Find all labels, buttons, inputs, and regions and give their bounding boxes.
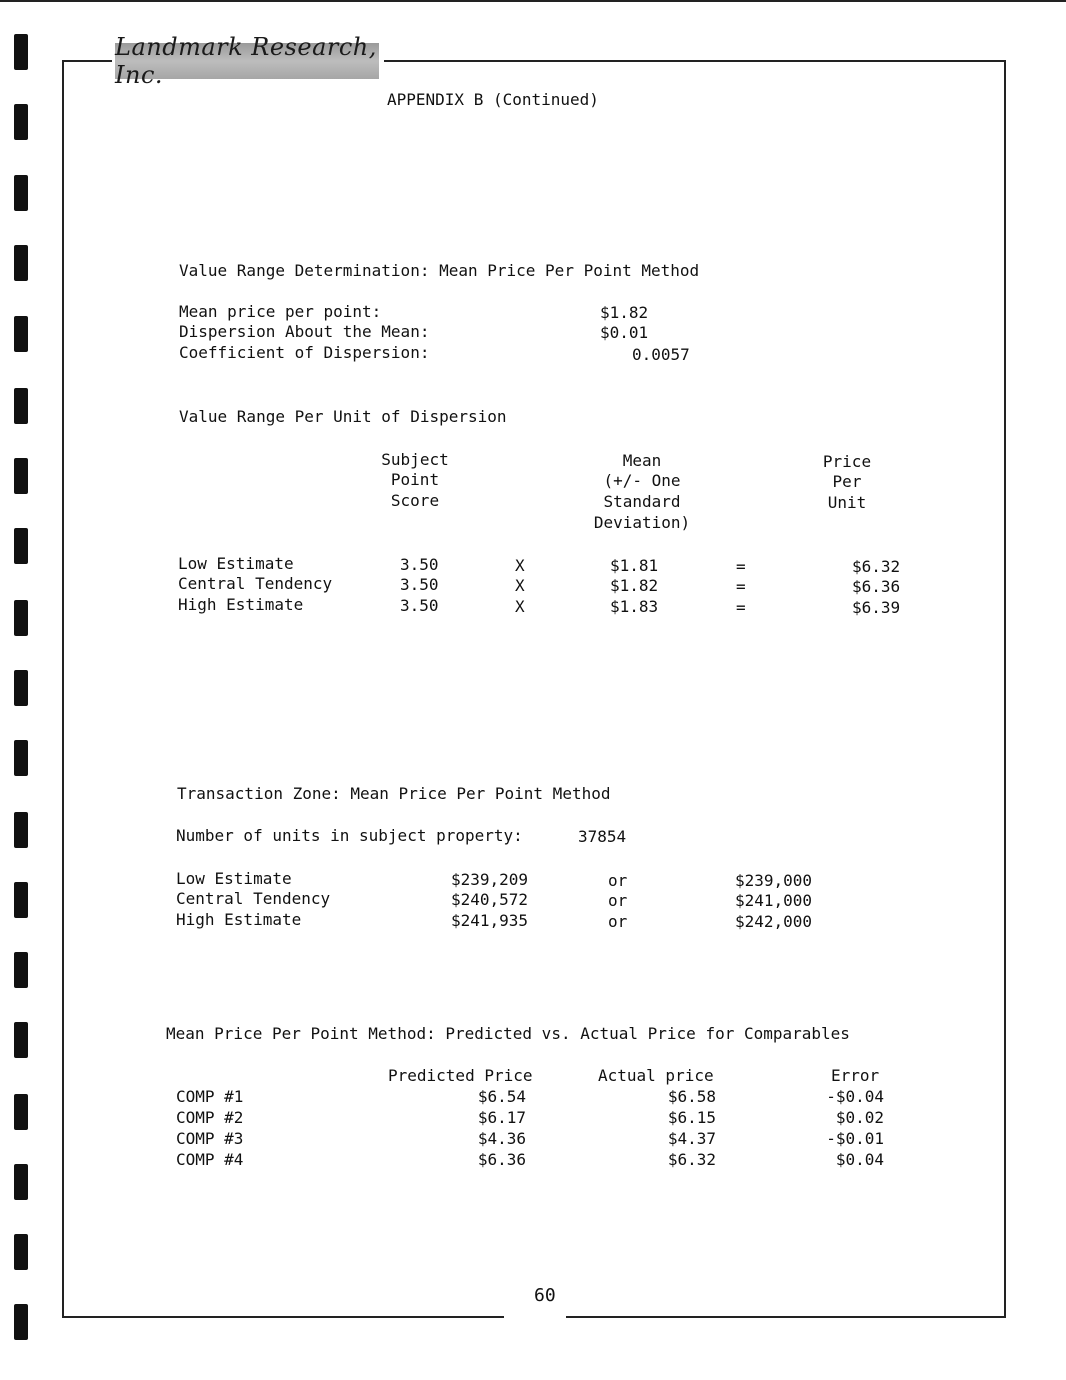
binder-hole bbox=[14, 1304, 28, 1340]
stat-value: 0.0057 bbox=[632, 345, 690, 364]
comp-label: COMP #2 bbox=[176, 1108, 244, 1127]
row-mean: $1.81 bbox=[610, 556, 659, 575]
stat-value: $0.01 bbox=[600, 323, 649, 342]
zone-rounded: $239,000 bbox=[735, 871, 813, 890]
comp-predicted: $4.36 bbox=[477, 1129, 526, 1148]
comp-error: -$0.01 bbox=[826, 1129, 884, 1148]
binder-hole bbox=[14, 812, 28, 848]
binder-hole bbox=[14, 952, 28, 988]
binder-hole bbox=[14, 245, 28, 281]
zone-or: or bbox=[608, 871, 628, 890]
frame-top-right bbox=[384, 60, 1006, 62]
comp-actual: $6.58 bbox=[667, 1087, 716, 1106]
comp-label: COMP #4 bbox=[176, 1150, 244, 1169]
col-header-mean: Deviation) bbox=[593, 513, 691, 532]
col-header-error: Error bbox=[831, 1066, 880, 1085]
binder-hole bbox=[14, 600, 28, 636]
row-eq: = bbox=[736, 557, 746, 576]
comp-predicted: $6.36 bbox=[477, 1150, 526, 1169]
row-label: High Estimate bbox=[178, 595, 304, 614]
binder-hole bbox=[14, 740, 28, 776]
binder-hole bbox=[14, 1022, 28, 1058]
col-header-price: Per bbox=[832, 472, 862, 491]
binder-hole bbox=[14, 528, 28, 564]
row-score: 3.50 bbox=[400, 555, 439, 574]
col-header-actual: Actual price bbox=[598, 1066, 714, 1085]
comp-label: COMP #3 bbox=[176, 1129, 244, 1148]
binder-hole bbox=[14, 388, 28, 424]
dispersion-heading: Value Range Per Unit of Dispersion bbox=[179, 407, 507, 426]
units-value: 37854 bbox=[578, 827, 627, 846]
frame-bottom-right bbox=[566, 1316, 1006, 1318]
binder-hole bbox=[14, 458, 28, 494]
company-logo: Landmark Research, Inc. bbox=[115, 43, 379, 79]
row-price: $6.32 bbox=[852, 557, 901, 576]
comp-actual: $4.37 bbox=[667, 1129, 716, 1148]
col-header-mean: Standard bbox=[603, 492, 681, 511]
frame-left bbox=[62, 60, 64, 1318]
row-op: X bbox=[515, 556, 525, 575]
stat-value: $1.82 bbox=[600, 303, 649, 322]
binder-hole bbox=[14, 175, 28, 211]
col-header-predicted: Predicted Price bbox=[388, 1066, 533, 1085]
zone-label: High Estimate bbox=[176, 910, 302, 929]
zone-value: $239,209 bbox=[451, 870, 529, 889]
zone-rounded: $241,000 bbox=[735, 891, 813, 910]
col-header-score: Point bbox=[390, 470, 440, 489]
row-eq: = bbox=[736, 577, 746, 596]
zone-rounded: $242,000 bbox=[735, 912, 813, 931]
zone-value: $241,935 bbox=[451, 911, 529, 930]
zone-or: or bbox=[608, 912, 628, 931]
col-header-price: Unit bbox=[827, 493, 867, 512]
col-header-price: Price bbox=[822, 452, 872, 471]
row-op: X bbox=[515, 597, 525, 616]
frame-bottom-left bbox=[62, 1316, 504, 1318]
stat-label: Dispersion About the Mean: bbox=[179, 322, 430, 341]
stat-label: Mean price per point: bbox=[179, 302, 382, 321]
comparables-heading: Mean Price Per Point Method: Predicted vs. Actual Price for Comparables bbox=[166, 1024, 850, 1043]
binder-hole bbox=[14, 1234, 28, 1270]
page-top-edge bbox=[0, 0, 1066, 2]
frame-top-left bbox=[62, 60, 112, 62]
binder-hole bbox=[14, 882, 28, 918]
binder-hole bbox=[14, 104, 28, 140]
row-op: X bbox=[515, 576, 525, 595]
comp-error: $0.04 bbox=[835, 1150, 884, 1169]
binder-hole bbox=[14, 670, 28, 706]
binder-hole bbox=[14, 34, 28, 70]
row-label: Low Estimate bbox=[178, 554, 294, 573]
row-eq: = bbox=[736, 598, 746, 617]
frame-right bbox=[1004, 60, 1006, 1318]
row-label: Central Tendency bbox=[178, 574, 333, 593]
row-mean: $1.83 bbox=[610, 597, 659, 616]
zone-label: Central Tendency bbox=[176, 889, 331, 908]
col-header-score: Score bbox=[390, 491, 440, 510]
comp-actual: $6.15 bbox=[667, 1108, 716, 1127]
col-header-mean: (+/- One bbox=[603, 471, 681, 490]
zone-label: Low Estimate bbox=[176, 869, 292, 888]
comp-predicted: $6.17 bbox=[477, 1108, 526, 1127]
zone-value: $240,572 bbox=[451, 890, 529, 909]
page-number: 60 bbox=[534, 1285, 556, 1306]
transaction-heading: Transaction Zone: Mean Price Per Point Method bbox=[177, 784, 611, 803]
comp-error: $0.02 bbox=[835, 1108, 884, 1127]
comp-predicted: $6.54 bbox=[477, 1087, 526, 1106]
binder-hole bbox=[14, 1094, 28, 1130]
comp-label: COMP #1 bbox=[176, 1087, 244, 1106]
binder-hole bbox=[14, 316, 28, 352]
binder-hole bbox=[14, 1164, 28, 1200]
page-title: APPENDIX B (Continued) bbox=[387, 90, 599, 109]
comp-actual: $6.32 bbox=[667, 1150, 716, 1169]
units-label: Number of units in subject property: bbox=[176, 826, 523, 845]
col-header-mean: Mean bbox=[622, 451, 662, 470]
row-mean: $1.82 bbox=[610, 576, 659, 595]
value-range-heading: Value Range Determination: Mean Price Per Point Method bbox=[179, 261, 700, 280]
row-price: $6.39 bbox=[852, 598, 901, 617]
stat-label: Coefficient of Dispersion: bbox=[179, 343, 430, 362]
zone-or: or bbox=[608, 891, 628, 910]
comp-error: -$0.04 bbox=[826, 1087, 884, 1106]
row-price: $6.36 bbox=[852, 577, 901, 596]
row-score: 3.50 bbox=[400, 596, 439, 615]
row-score: 3.50 bbox=[400, 575, 439, 594]
col-header-score: Subject bbox=[381, 450, 449, 469]
